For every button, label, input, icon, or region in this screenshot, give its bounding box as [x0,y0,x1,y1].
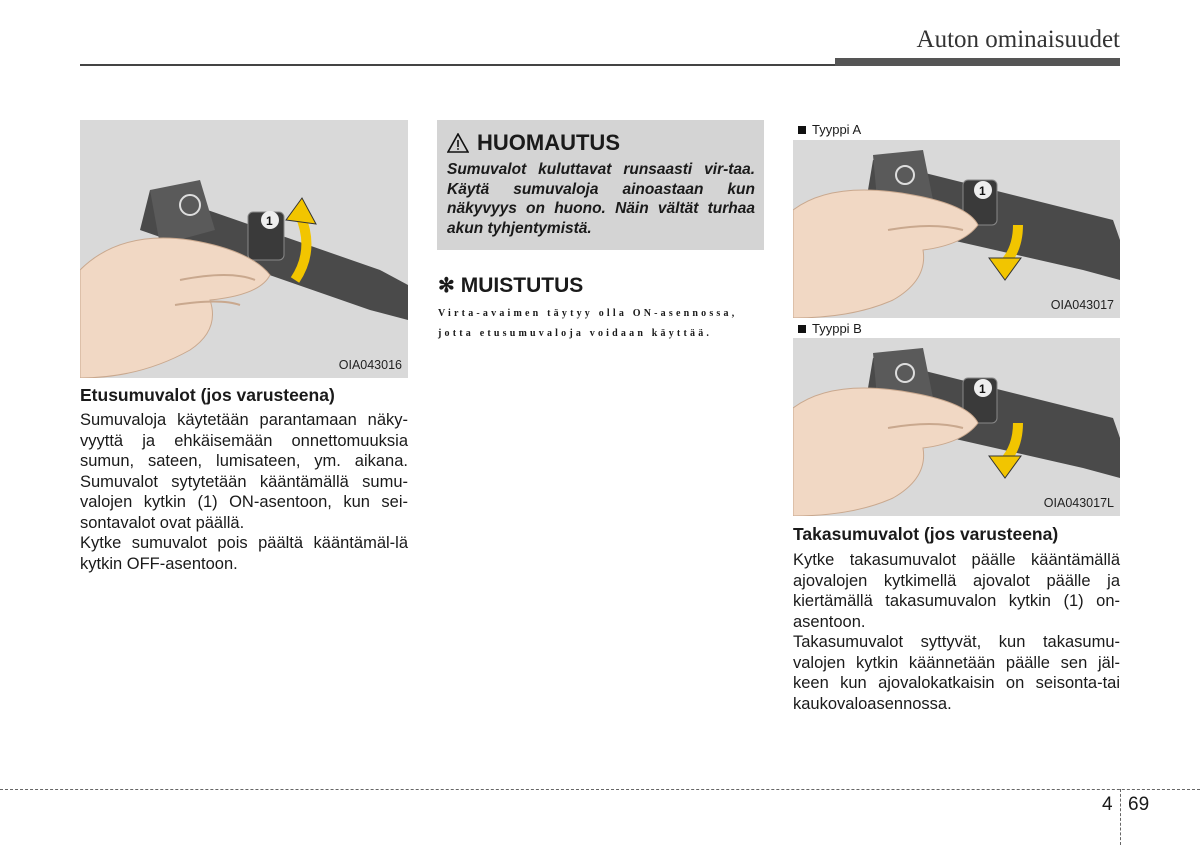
type-b-label: Tyyppi B [812,321,862,336]
svg-text:1: 1 [266,214,273,228]
page-number: 69 [1128,794,1150,815]
front-fog-paragraph-2: Kytke sumuvalot pois päältä kääntämäl-lä kytkin OFF-asentoon. [80,534,408,573]
notice-heading: HUOMAUTUS [477,130,620,155]
page-header-title: Auton ominaisuudet [916,26,1120,53]
rear-fog-title: Takasumuvalot (jos varusteena) [793,524,1059,544]
type-b-label-row [798,321,862,336]
image-code: OIA043017 [1050,298,1114,312]
chapter-number: 4 [1102,794,1113,815]
square-bullet-icon [798,126,806,134]
notice-box [437,120,764,250]
header-rule-accent [835,58,1120,66]
asterisk-icon: ✻ [438,275,455,297]
front-fog-paragraph-1: Sumuvaloja käytetään parantamaan näky-vyyttä ja ehkäisemään onnettomuuksia sumun, sateen, lumisateen, ym. aikana. Sumuvalot sytytetään kääntämällä sumu-valojen kytkin (1) ON-asentoon, kun sei-sontavalot ovat päällä. [80,411,408,532]
footer-rule [0,789,1200,790]
svg-text:1: 1 [979,184,986,198]
memo-heading-row [438,273,583,298]
stalk-illustration-b [793,338,1120,516]
warning-triangle-icon [447,133,469,153]
stalk-illustration-a [793,140,1120,318]
image-code: OIA043017L [1043,496,1114,510]
type-a-label: Tyyppi A [812,122,862,137]
memo-body: Virta-avaimen täytyy olla ON-asennossa, jotta etusumuvaloja voidaan käyttää. [438,308,738,339]
stalk-illustration [80,120,408,378]
rear-fog-paragraph-1: Kytke takasumuvalot päälle kääntämällä ajovalojen kytkimellä ajovalot päälle ja kiertämällä takasumuvalon kytkin (1) on-asentoon. [793,551,1120,631]
front-fog-switch-photo [80,120,408,378]
type-b-photo [793,338,1120,516]
header-rule [80,64,840,66]
front-fog-title: Etusumuvalot (jos varusteena) [80,385,335,405]
svg-text:1: 1 [979,382,986,396]
notice-body: Sumuvalot kuluttavat runsaasti vir-taa. Käytä sumuvaloja ainoastaan kun näkyvyys on huono. Näin vältät turhaa akun tyhjentymistä. [447,161,755,237]
image-code: OIA043016 [338,358,402,372]
footer-divider [1120,789,1121,845]
rear-fog-paragraph-2: Takasumuvalot syttyvät, kun takasumu-valojen kytkin käännetään päälle sen jäl-keen kun ajovalokatkaisin on seisonta-tai kaukovaloasennossa. [793,633,1120,713]
square-bullet-icon [798,325,806,333]
notice-heading-row [447,130,620,156]
memo-heading: MUISTUTUS [460,273,584,297]
type-a-label-row [798,122,861,137]
type-a-photo [793,140,1120,318]
